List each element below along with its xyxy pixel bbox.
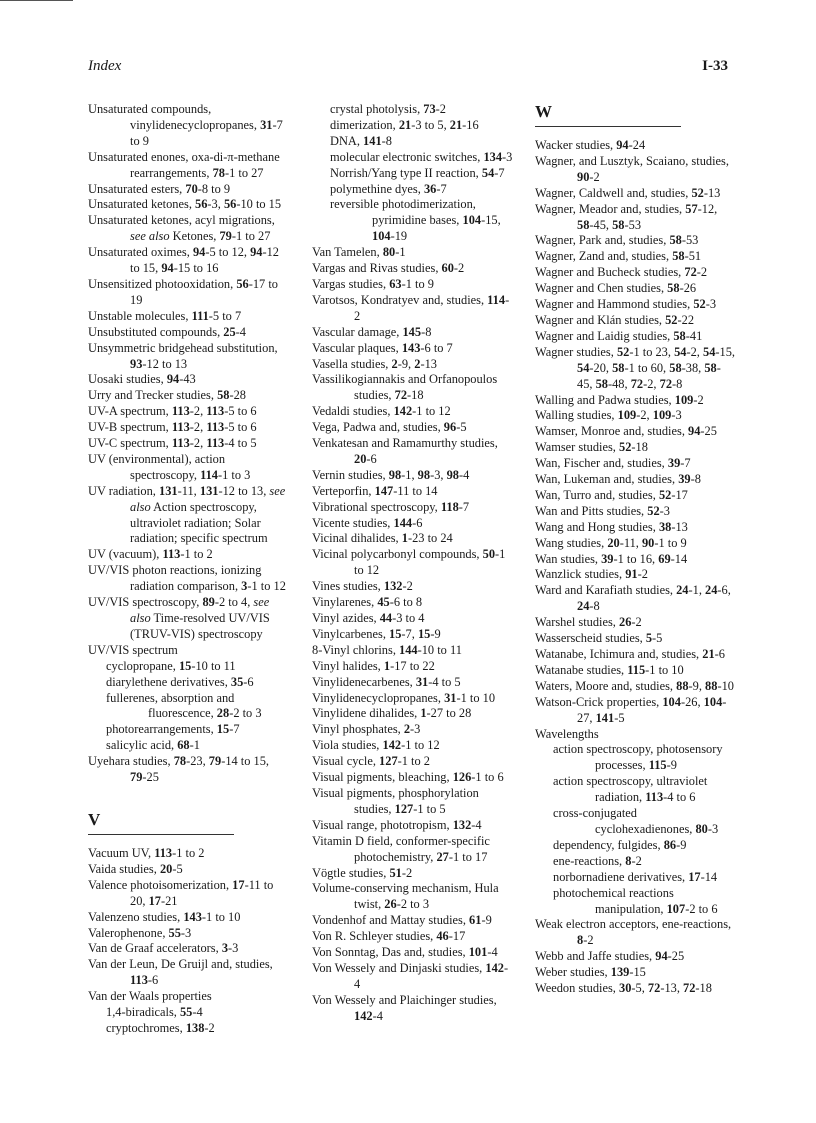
index-entry: Vögtle studies, 51-2 xyxy=(312,865,413,880)
index-entry: Vedaldi studies, 142-1 to 12 xyxy=(312,404,451,419)
index-entry: Wan, Fischer and, studies, 39-7 xyxy=(535,456,691,471)
index-entry: Visual range, phototropism, 132-4 xyxy=(312,817,482,832)
index-entry: Walling and Padwa studies, 109-2 xyxy=(535,392,704,407)
index-column-3 xyxy=(535,102,735,997)
index-entry: Valenzeno studies, 143-1 to 10 xyxy=(88,909,241,924)
index-entry: UV/VIS spectrum xyxy=(88,642,178,657)
index-subentry: dimerization, 21-3 to 5, 21-16 xyxy=(330,117,479,132)
index-entry: Watanabe studies, 115-1 to 10 xyxy=(535,662,684,677)
index-subentry: dependency, fulgides, 86-9 xyxy=(553,837,687,852)
index-entry: Wamser, Monroe and, studies, 94-25 xyxy=(535,424,717,439)
index-entry: Vascular plaques, 143-6 to 7 xyxy=(312,340,453,355)
index-entry: UV (vacuum), 113-1 to 2 xyxy=(88,547,213,562)
index-entry: Van Tamelen, 80-1 xyxy=(312,245,406,260)
index-entry: Vernin studies, 98-1, 98-3, 98-4 xyxy=(312,467,470,482)
index-entry: Uosaki studies, 94-43 xyxy=(88,372,196,387)
index-entry: Wagner, Meador and, studies, 57-12, 58-45, 58-53 xyxy=(535,201,718,232)
index-entry: Unsaturated ketones, acyl migrations, see also Ketones, 79-1 to 27 xyxy=(88,213,275,244)
index-entry: Wagner and Laidig studies, 58-41 xyxy=(535,328,703,343)
index-entry: Vinyl azides, 44-3 to 4 xyxy=(312,611,425,625)
index-subentry: action spectroscopy, photosensory processes, 115-9 xyxy=(553,742,723,773)
index-entry: Vinylidene dihalides, 1-27 to 28 xyxy=(312,706,472,721)
index-entry: 8-Vinyl chlorins, 144-10 to 11 xyxy=(312,642,462,657)
index-entry: Vinylcarbenes, 15-7, 15-9 xyxy=(312,626,441,641)
index-entry: Wagner and Bucheck studies, 72-2 xyxy=(535,265,708,280)
index-entry: Wasserscheid studies, 5-5 xyxy=(535,631,663,646)
index-subentry: cross-conjugated cyclohexadienones, 80-3 xyxy=(553,806,719,836)
index-entry: Weedon studies, 30-5, 72-13, 72-18 xyxy=(535,981,712,996)
index-entry: Vega, Padwa and, studies, 96-5 xyxy=(312,420,467,435)
index-subentry: cryptochromes, 138-2 xyxy=(106,1020,215,1035)
index-entry: Vibrational spectroscopy, 118-7 xyxy=(312,499,470,514)
index-entry: Unsubstituted compounds, 25-4 xyxy=(88,324,246,339)
index-entry: Vicente studies, 144-6 xyxy=(312,515,423,530)
index-entry: Weber studies, 139-15 xyxy=(535,965,646,980)
index-subentry: molecular electronic switches, 134-3 xyxy=(330,149,513,164)
index-subentry: action spectroscopy, ultraviolet radiation, 113-4 to 6 xyxy=(553,774,708,805)
index-entry: Wan, Turro and, studies, 52-17 xyxy=(535,487,688,502)
index-column-1 xyxy=(88,102,288,1037)
index-subentry: photochemical reactions manipulation, 107-2 to 6 xyxy=(553,885,718,916)
index-entry: Unsaturated enones, oxa-di-π-methane rearrangements, 78-1 to 27 xyxy=(88,149,280,180)
index-entry: Vacuum UV, 113-1 to 2 xyxy=(88,845,205,860)
index-entry: UV-C spectrum, 113-2, 113-4 to 5 xyxy=(88,436,257,451)
index-entry: Von Sonntag, Das and, studies, 101-4 xyxy=(312,945,498,960)
index-entry: Vinylarenes, 45-6 to 8 xyxy=(312,595,423,610)
index-entry: Valence photoisomerization, 17-11 to 20, 17-21 xyxy=(88,877,274,908)
index-entry: UV radiation, 131-11, 131-12 to 13, see also Action spectroscopy, ultraviolet radiation; Solar radiation; specific spectrum xyxy=(88,483,286,546)
index-entry: UV (environmental), action spectroscopy, 114-1 to 3 xyxy=(88,451,251,482)
index-entry: Vargas studies, 63-1 to 9 xyxy=(312,276,434,291)
index-entry: Unsaturated ketones, 56-3, 56-10 to 15 xyxy=(88,197,282,212)
index-entry: Wagner and Chen studies, 58-26 xyxy=(535,281,697,296)
index-entry: Wagner, and Lusztyk, Scaiano, studies, 90-2 xyxy=(535,153,729,184)
index-entry: Visual pigments, bleaching, 126-1 to 6 xyxy=(312,770,504,785)
index-entry: Visual cycle, 127-1 to 2 xyxy=(312,754,430,769)
index-entry: Weak electron acceptors, ene-reactions, 8-2 xyxy=(535,917,732,948)
index-entry: Vondenhof and Mattay studies, 61-9 xyxy=(312,913,492,928)
index-entry: Venkatesan and Ramamurthy studies, 20-6 xyxy=(312,436,498,466)
index-entry: Van der Waals properties xyxy=(88,989,212,1004)
index-entry: Van de Graaf accelerators, 3-3 xyxy=(88,941,239,956)
index-entry: Wagner, Park and, studies, 58-53 xyxy=(535,233,699,248)
index-entry: Vinylidenecarbenes, 31-4 to 5 xyxy=(312,674,461,689)
index-entry: Unsaturated esters, 70-8 to 9 xyxy=(88,181,231,196)
index-entry: Watson-Crick properties, 104-26, 104-27, 141-5 xyxy=(535,694,727,725)
index-entry: Wang and Hong studies, 38-13 xyxy=(535,519,688,534)
index-entry: Wan studies, 39-1 to 16, 69-14 xyxy=(535,551,688,566)
index-entry: Uyehara studies, 78-23, 79-14 to 15, 79-25 xyxy=(88,754,270,785)
index-subentry: cyclopropane, 15-10 to 11 xyxy=(106,658,236,673)
index-entry: Unsensitized photooxidation, 56-17 to 19 xyxy=(88,276,278,307)
index-entry: Von Wessely and Plaichinger studies, 142-4 xyxy=(312,992,497,1023)
index-entry: Vaida studies, 20-5 xyxy=(88,861,183,876)
index-subentry: norbornadiene derivatives, 17-14 xyxy=(553,869,718,884)
running-header-section: Index xyxy=(88,58,122,74)
index-entry: Ward and Karafiath studies, 24-1, 24-6, 24-8 xyxy=(535,583,731,614)
index-entry: Vitamin D field, conformer-specific photochemistry, 27-1 to 17 xyxy=(312,833,490,864)
index-entry: Vascular damage, 145-8 xyxy=(312,324,432,339)
section-letter: W xyxy=(535,102,681,127)
index-entry: Webb and Jaffe studies, 94-25 xyxy=(535,949,685,964)
index-entry: Wan, Lukeman and, studies, 39-8 xyxy=(535,472,701,487)
index-entry: UV/VIS spectroscopy, 89-2 to 4, see also Time-resolved UV/VIS (TRUV-VIS) spectroscopy xyxy=(88,595,270,641)
index-entry: Vinylidenecyclopropanes, 31-1 to 10 xyxy=(312,690,496,705)
index-entry: Viola studies, 142-1 to 12 xyxy=(312,738,440,753)
index-subentry: reversible photodimerization, pyrimidine bases, 104-15, 104-19 xyxy=(330,197,501,244)
index-entry: Vicinal polycarbonyl compounds, 50-1 to 12 xyxy=(312,547,506,578)
index-subentry: photorearrangements, 15-7 xyxy=(106,722,240,737)
index-entry: UV-B spectrum, 113-2, 113-5 to 6 xyxy=(88,420,257,435)
page-number: I-33 xyxy=(702,58,728,74)
index-subentry: fullerenes, absorption and fluorescence, 28-2 to 3 xyxy=(106,690,262,721)
top-rule xyxy=(0,0,73,1)
index-entry: Volume-conserving mechanism, Hula twist, 26-2 to 3 xyxy=(312,881,499,912)
index-entry: Verteporfin, 147-11 to 14 xyxy=(312,483,438,498)
index-entry: Wagner studies, 52-1 to 23, 54-2, 54-15, 54-20, 58-1 to 60, 58-38, 58-45, 58-48, 72-2, 72-8 xyxy=(535,344,736,391)
index-subentry: 1,4-biradicals, 55-4 xyxy=(106,1005,203,1020)
index-entry: Von Wessely and Dinjaski studies, 142-4 xyxy=(312,960,509,991)
index-subentry: salicylic acid, 68-1 xyxy=(106,738,200,753)
index-entry: Unsymmetric bridgehead substitution, 93-12 to 13 xyxy=(88,340,278,371)
index-subentry: ene-reactions, 8-2 xyxy=(553,853,642,868)
index-entry: Van der Leun, De Gruijl and, studies, 113-6 xyxy=(88,957,273,988)
index-subentry: diarylethene derivatives, 35-6 xyxy=(106,674,254,689)
index-entry: Valerophenone, 55-3 xyxy=(88,925,192,940)
index-entry: Vassilikogiannakis and Orfanopoulos studies, 72-18 xyxy=(312,372,498,403)
index-entry: Varotsos, Kondratyev and, studies, 114-2 xyxy=(312,292,510,323)
index-entry: UV-A spectrum, 113-2, 113-5 to 6 xyxy=(88,404,257,419)
index-entry: Watanabe, Ichimura and, studies, 21-6 xyxy=(535,647,725,661)
index-entry: Warshel studies, 26-2 xyxy=(535,615,642,630)
index-entry: Vargas and Rivas studies, 60-2 xyxy=(312,261,465,276)
index-entry: Vicinal dihalides, 1-23 to 24 xyxy=(312,531,453,546)
index-entry: Unstable molecules, 111-5 to 7 xyxy=(88,308,242,323)
index-entry: Wacker studies, 94-24 xyxy=(535,138,646,152)
index-entry: Wagner and Hammond studies, 52-3 xyxy=(535,297,717,312)
index-entry: Wan and Pitts studies, 52-3 xyxy=(535,503,670,518)
index-entry: Wanzlick studies, 91-2 xyxy=(535,567,648,582)
index-subentry: crystal photolysis, 73-2 xyxy=(330,102,446,116)
index-entry: Wang studies, 20-11, 90-1 to 9 xyxy=(535,535,687,550)
index-entry: Von R. Schleyer studies, 46-17 xyxy=(312,929,466,944)
index-entry: Wavelengths xyxy=(535,726,599,741)
section-letter: V xyxy=(88,810,234,835)
index-entry: Waters, Moore and, studies, 88-9, 88-10 xyxy=(535,678,734,693)
index-entry: Vines studies, 132-2 xyxy=(312,579,413,594)
index-entry: Wamser studies, 52-18 xyxy=(535,440,648,455)
index-entry: Vinyl phosphates, 2-3 xyxy=(312,722,421,737)
index-subentry: polymethine dyes, 36-7 xyxy=(330,181,447,196)
index-entry: Wagner, Caldwell and, studies, 52-13 xyxy=(535,185,721,200)
index-entry: Vasella studies, 2-9, 2-13 xyxy=(312,356,437,371)
index-entry: Visual pigments, phosphorylation studies, 127-1 to 5 xyxy=(312,785,479,816)
index-entry: Unsaturated compounds, vinylidenecyclopropanes, 31-7 to 9 xyxy=(88,102,283,148)
index-entry: Walling studies, 109-2, 109-3 xyxy=(535,408,682,423)
index-entry: Vinyl halides, 1-17 to 22 xyxy=(312,658,435,673)
index-entry: Wagner and Klán studies, 52-22 xyxy=(535,312,695,327)
index-subentry: DNA, 141-8 xyxy=(330,133,392,148)
index-column-2 xyxy=(312,102,513,1025)
index-subentry: Norrish/Yang type II reaction, 54-7 xyxy=(330,165,505,180)
index-entry: Unsaturated oximes, 94-5 to 12, 94-12 to 15, 94-15 to 16 xyxy=(88,245,280,276)
index-entry: Urry and Trecker studies, 58-28 xyxy=(88,388,246,403)
index-entry: Wagner, Zand and, studies, 58-51 xyxy=(535,249,702,264)
index-entry: UV/VIS photon reactions, ionizing radiation comparison, 3-1 to 12 xyxy=(88,563,286,594)
